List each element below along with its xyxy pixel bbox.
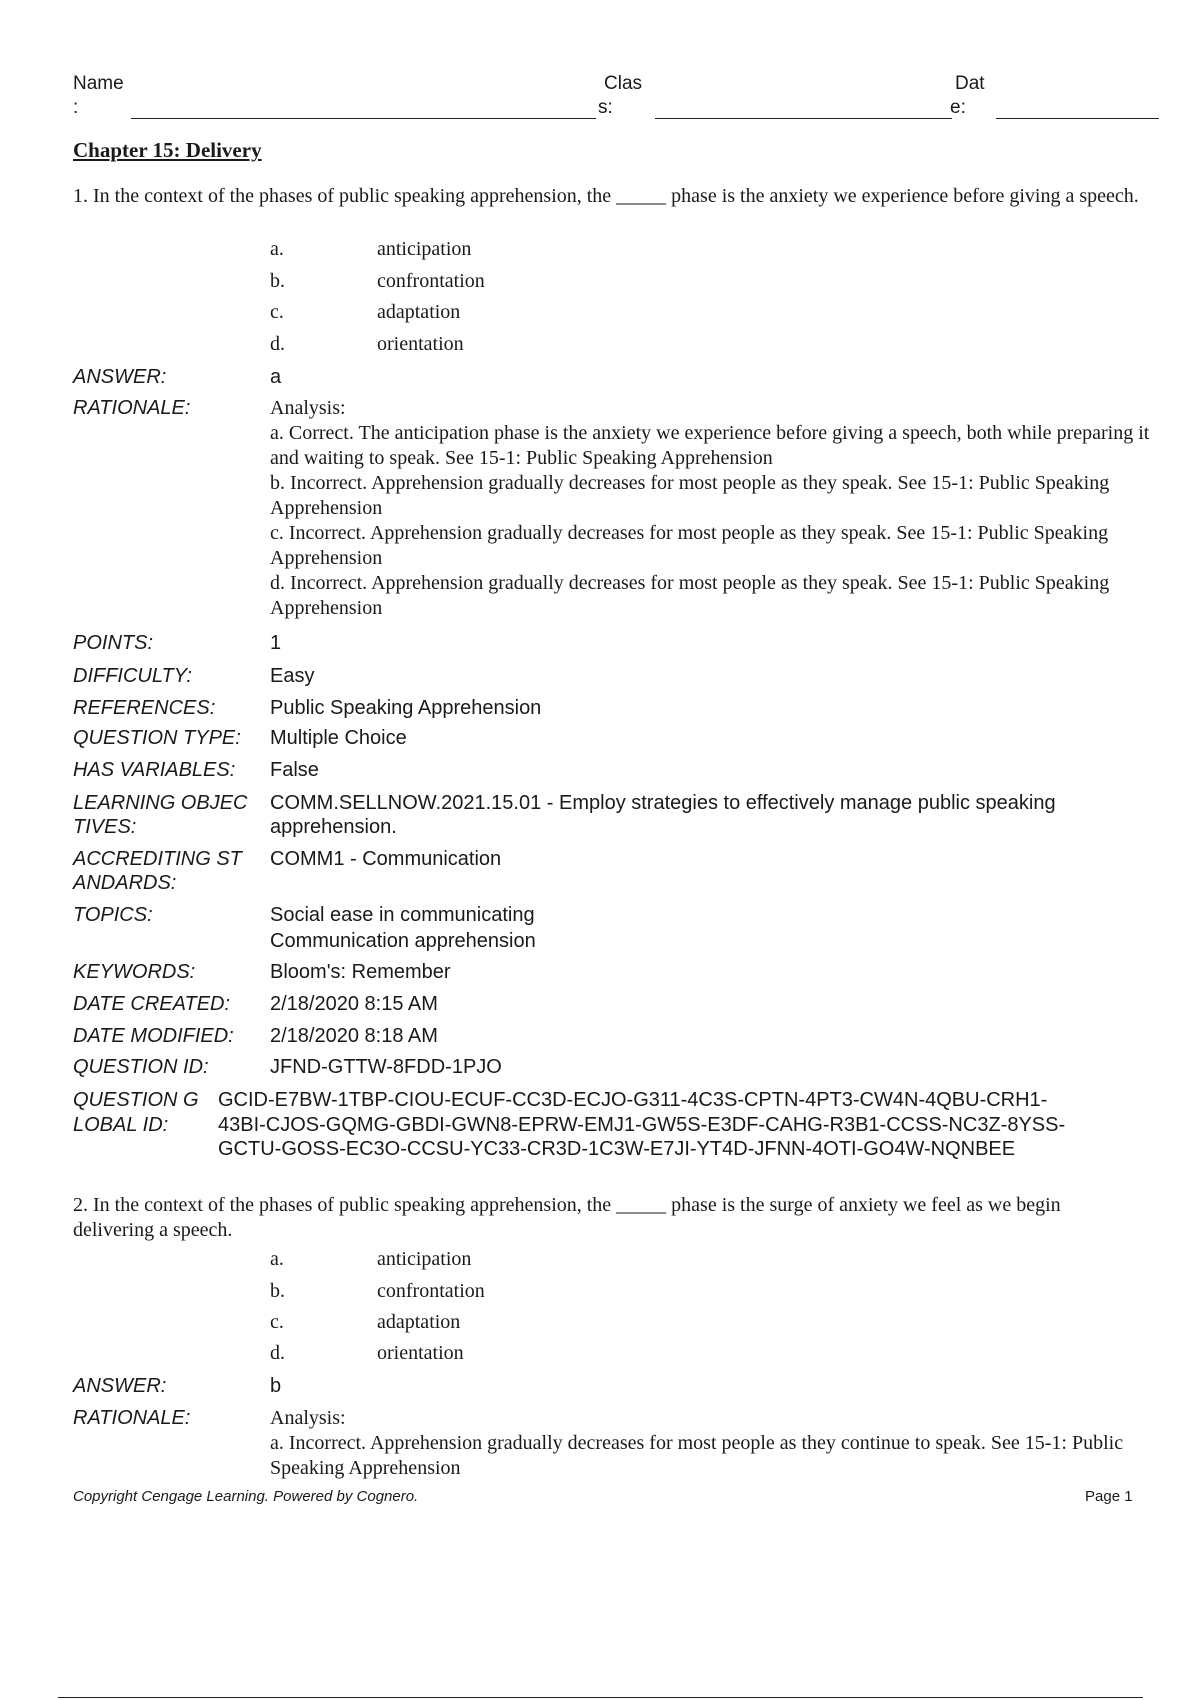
page-number: Page 1 xyxy=(1085,1488,1133,1505)
topic-item: Communication apprehension xyxy=(270,930,536,952)
date-created-label: DATE CREATED: xyxy=(73,993,231,1015)
has-variables-value: False xyxy=(270,759,319,781)
rationale-line: a. Correct. The anticipation phase is the anxiety we experience before giving a speech, both while preparing it and waiting to speak. See 15-1: Public Speaking Apprehension xyxy=(270,422,1150,469)
answer-value: b xyxy=(270,1375,282,1397)
name-colon: : xyxy=(73,97,79,118)
option-letter: d. xyxy=(270,333,285,355)
rationale-text xyxy=(270,1406,1150,1481)
option-text: adaptation xyxy=(377,1311,461,1333)
bottom-divider xyxy=(58,1697,1143,1698)
rationale-line: d. Incorrect. Apprehension gradually decreases for most people as they speak. See 15-1: Public Speaking Apprehension xyxy=(270,572,1110,619)
accrediting-standards-label-cont: ANDARDS: xyxy=(73,872,177,894)
answer-label: ANSWER: xyxy=(73,366,167,388)
difficulty-value: Easy xyxy=(270,665,315,687)
has-variables-label: HAS VARIABLES: xyxy=(73,759,236,781)
rationale-line: Analysis: xyxy=(270,1407,346,1429)
date-field[interactable] xyxy=(996,118,1159,119)
option-text: confrontation xyxy=(377,270,485,292)
question-type-label: QUESTION TYPE: xyxy=(73,727,241,749)
option-letter: c. xyxy=(270,1311,284,1333)
points-value: 1 xyxy=(270,632,282,654)
class-field[interactable] xyxy=(655,118,952,119)
option-text: adaptation xyxy=(377,301,461,323)
option-text: orientation xyxy=(377,333,464,355)
global-id-label-cont: LOBAL ID: xyxy=(73,1114,169,1136)
global-id-line-3: GCTU-GOSS-EC3O-CCSU-YC33-CR3D-1C3W-E7JI-YT4D-JFNN-4OTI-GO4W-NQNBEE xyxy=(218,1138,1016,1160)
date-label: Dat xyxy=(955,73,985,94)
class-label: Clas xyxy=(604,73,643,94)
question-type-value: Multiple Choice xyxy=(270,727,407,749)
class-colon: s: xyxy=(598,97,613,118)
option-letter: c. xyxy=(270,301,284,323)
answer-label: ANSWER: xyxy=(73,1375,167,1397)
option-letter: d. xyxy=(270,1342,285,1364)
references-label: REFERENCES: xyxy=(73,697,216,719)
global-id-line-1: GCID-E7BW-1TBP-CIOU-ECUF-CC3D-ECJO-G311-4C3S-CPTN-4PT3-CW4N-4QBU-CRH1- xyxy=(218,1089,1048,1111)
references-value: Public Speaking Apprehension xyxy=(270,697,542,719)
rationale-line: b. Incorrect. Apprehension gradually decreases for most people as they speak. See 15-1: Public Speaking Apprehension xyxy=(270,472,1110,519)
question-1-stem: 1. In the context of the phases of public speaking apprehension, the _____ phase is the anxiety we experience before giving a speech. xyxy=(73,185,1139,207)
copyright-text: Copyright Cengage Learning. Powered by Cognero. xyxy=(73,1488,419,1505)
question-id-label: QUESTION ID: xyxy=(73,1056,209,1078)
topic-item: Social ease in communicating xyxy=(270,904,535,926)
name-label: Name xyxy=(73,73,124,94)
accrediting-standards-label: ACCREDITING ST xyxy=(73,848,242,870)
option-text: anticipation xyxy=(377,238,472,260)
question-2-stem: 2. In the context of the phases of public speaking apprehension, the _____ phase is the surge of anxiety we feel as we begin delivering a speech. xyxy=(73,1194,1061,1241)
answer-value: a xyxy=(270,366,282,388)
keywords-value: Bloom's: Remember xyxy=(270,961,451,983)
option-letter: a. xyxy=(270,238,284,260)
learning-objectives-label: LEARNING OBJEC xyxy=(73,792,248,814)
rationale-text xyxy=(270,396,1150,621)
option-text: confrontation xyxy=(377,1280,485,1302)
difficulty-label: DIFFICULTY: xyxy=(73,665,192,687)
option-letter: b. xyxy=(270,270,285,292)
option-text: orientation xyxy=(377,1342,464,1364)
learning-objectives-value-cont: apprehension. xyxy=(270,816,397,838)
global-id-label: QUESTION G xyxy=(73,1089,199,1111)
accrediting-standards-value: COMM1 - Communication xyxy=(270,848,502,870)
option-letter: b. xyxy=(270,1280,285,1302)
topics-label: TOPICS: xyxy=(73,904,153,926)
rationale-line: a. Incorrect. Apprehension gradually decreases for most people as they continue to speak. See 15-1: Public Speaking Apprehension xyxy=(270,1432,1124,1479)
learning-objectives-label-cont: TIVES: xyxy=(73,816,137,838)
option-letter: a. xyxy=(270,1248,284,1270)
date-created-value: 2/18/2020 8:15 AM xyxy=(270,993,438,1015)
option-text: anticipation xyxy=(377,1248,472,1270)
rationale-line: c. Incorrect. Apprehension gradually decreases for most people as they speak. See 15-1: Public Speaking Apprehension xyxy=(270,522,1109,569)
chapter-title: Chapter 15: Delivery xyxy=(73,138,262,162)
date-modified-value: 2/18/2020 8:18 AM xyxy=(270,1025,438,1047)
rationale-label: RATIONALE: xyxy=(73,397,191,419)
global-id-line-2: 43BI-CJOS-GQMG-GBDI-GWN8-EPRW-EMJ1-GW5S-E3DF-CAHG-R3B1-CCSS-NC3Z-8YSS- xyxy=(218,1114,1066,1136)
rationale-label: RATIONALE: xyxy=(73,1407,191,1429)
learning-objectives-value: COMM.SELLNOW.2021.15.01 - Employ strategies to effectively manage public speaking xyxy=(270,792,1056,814)
points-label: POINTS: xyxy=(73,632,154,654)
date-modified-label: DATE MODIFIED: xyxy=(73,1025,234,1047)
question-id-value: JFND-GTTW-8FDD-1PJO xyxy=(270,1056,502,1078)
keywords-label: KEYWORDS: xyxy=(73,961,196,983)
name-field[interactable] xyxy=(131,118,596,119)
rationale-line: Analysis: xyxy=(270,397,346,419)
date-colon: e: xyxy=(950,97,966,118)
